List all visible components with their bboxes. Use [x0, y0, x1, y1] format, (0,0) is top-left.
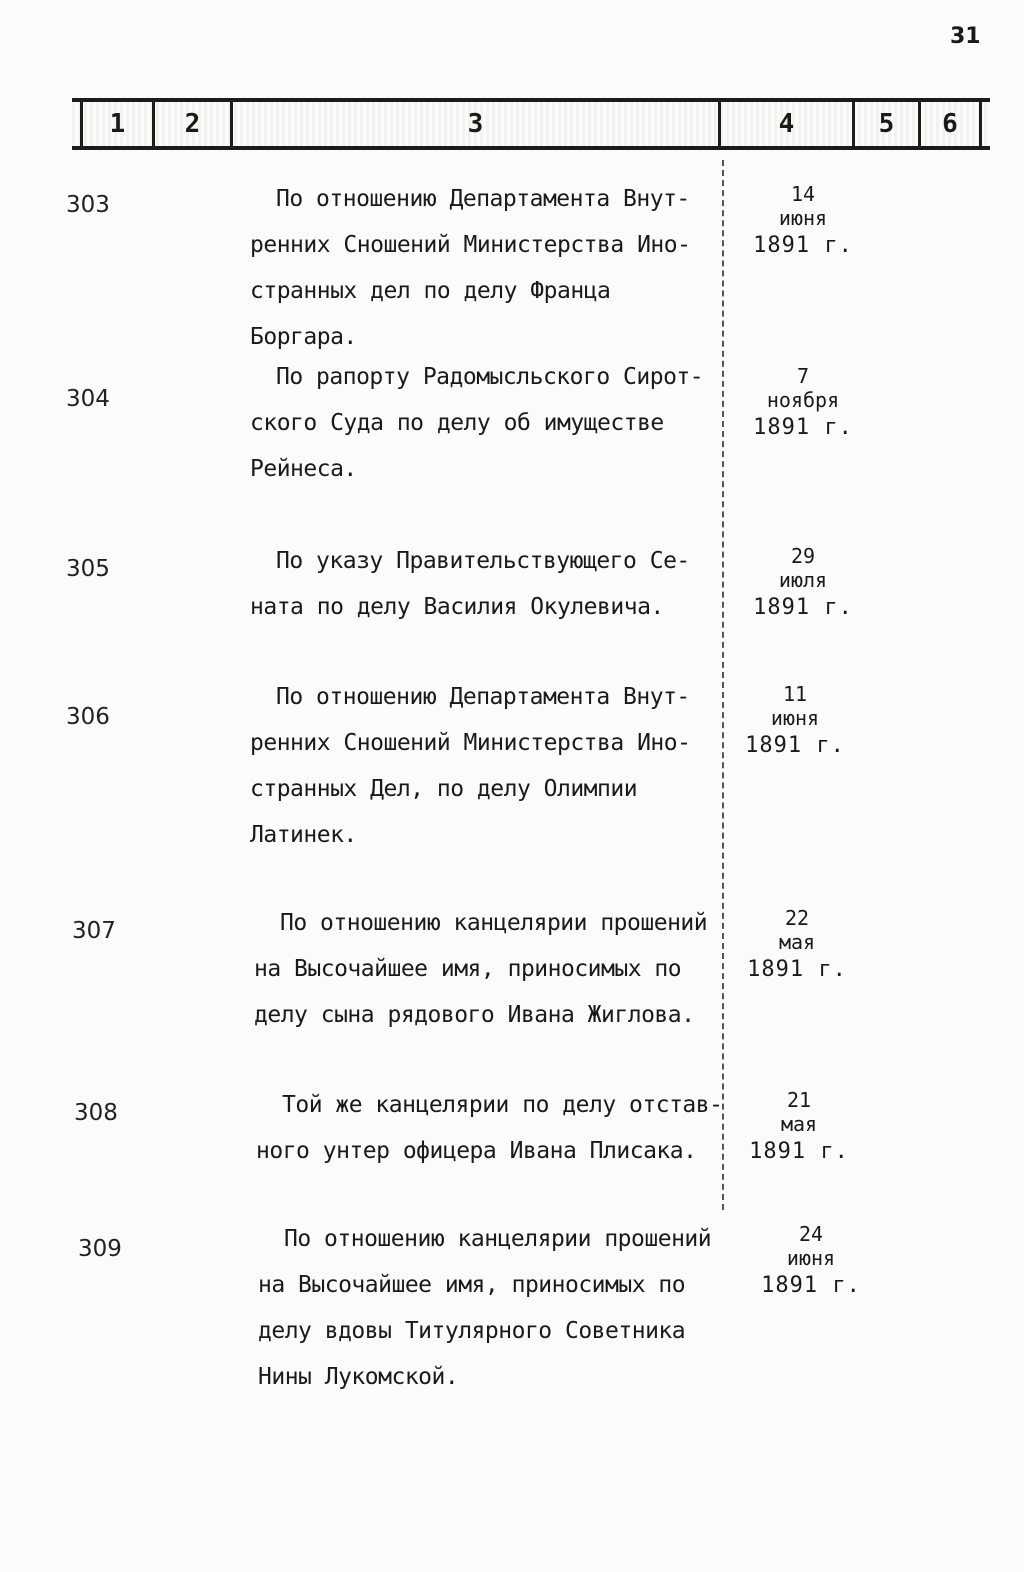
entry-date-month: июля — [778, 568, 828, 592]
column-header-5: 5 — [852, 102, 918, 146]
entry-date — [756, 1222, 866, 1298]
entry-date — [748, 364, 858, 440]
entry-date-day: 22 — [784, 906, 810, 930]
entry-description — [254, 900, 734, 1038]
entry-date-year: 1891 г. — [749, 1139, 849, 1164]
entry-date-day: 21 — [786, 1088, 812, 1112]
column-header-1: 1 — [80, 102, 152, 146]
description-line: ского Суда по делу об имуществе — [250, 410, 664, 436]
entry-date-month: июня — [778, 206, 828, 230]
entry-description — [258, 1216, 738, 1400]
description-line: Рейнеса. — [250, 456, 357, 482]
entry-date-day: 7 — [796, 364, 810, 388]
entry-date-month: июня — [786, 1246, 836, 1270]
column-header-2: 2 — [152, 102, 230, 146]
entry-date-month: июня — [770, 706, 820, 730]
column-header — [72, 98, 990, 150]
entry-description — [256, 1082, 736, 1174]
entry-date-day: 29 — [790, 544, 816, 568]
entry-date-day: 11 — [782, 682, 808, 706]
entry-date-year: 1891 г. — [753, 595, 853, 620]
description-line: Той же канцелярии по делу отстав- — [282, 1092, 723, 1118]
description-line: По отношению Департамента Внут- — [276, 186, 690, 212]
description-line: По рапорту Радомысльского Сирот- — [276, 364, 704, 390]
entry-date-month: ноября — [766, 388, 840, 412]
column-header-3: 3 — [230, 102, 718, 146]
entry-description — [250, 354, 730, 492]
entry-number: 305 — [66, 556, 110, 582]
description-line: ного унтер офицера Ивана Плисака. — [256, 1138, 697, 1164]
description-line: По отношению канцелярии прошений — [280, 910, 708, 936]
entry-number: 309 — [78, 1236, 122, 1262]
description-line: на Высочайшее имя, приносимых по — [254, 956, 682, 982]
description-line: По отношению канцелярии прошений — [284, 1226, 712, 1252]
entry-date-year: 1891 г. — [761, 1273, 861, 1298]
description-line: ренних Сношений Министерства Ино- — [250, 730, 691, 756]
description-line: По указу Правительствующего Се- — [276, 548, 690, 574]
description-line: делу сына рядового Ивана Жиглова. — [254, 1002, 695, 1028]
column-header-6: 6 — [918, 102, 982, 146]
entry-date — [740, 682, 850, 758]
entry-description — [250, 538, 730, 630]
column-header-4: 4 — [718, 102, 852, 146]
description-line: странных Дел, по делу Олимпии — [250, 776, 638, 802]
entry-description — [250, 674, 730, 858]
entry-date-year: 1891 г. — [753, 415, 853, 440]
entry-number: 303 — [66, 192, 110, 218]
entry-date-day: 24 — [798, 1222, 824, 1246]
description-line: По отношению Департамента Внут- — [276, 684, 690, 710]
description-line: Латинек. — [250, 822, 357, 848]
entry-number: 307 — [72, 918, 116, 944]
description-line: на Высочайшее имя, приносимых по — [258, 1272, 686, 1298]
entry-date-year: 1891 г. — [747, 957, 847, 982]
entry-date-year: 1891 г. — [753, 233, 853, 258]
entry-date-day: 14 — [790, 182, 816, 206]
entry-number: 308 — [74, 1100, 118, 1126]
entry-number: 304 — [66, 386, 110, 412]
description-line: делу вдовы Титулярного Советника — [258, 1318, 686, 1344]
entry-date-month: мая — [778, 930, 816, 954]
description-line: Нины Лукомской. — [258, 1364, 459, 1390]
description-line: ренних Сношений Министерства Ино- — [250, 232, 691, 258]
description-line: странных дел по делу Франца Боргара. — [250, 278, 611, 350]
entry-number: 306 — [66, 704, 110, 730]
entry-date-month: мая — [780, 1112, 818, 1136]
page-number: 31 — [950, 24, 981, 49]
entry-date — [748, 182, 858, 258]
entry-description — [250, 176, 730, 360]
description-line: ната по делу Василия Окулевича. — [250, 594, 664, 620]
entry-date — [744, 1088, 854, 1164]
entry-date — [742, 906, 852, 982]
entry-date-year: 1891 г. — [745, 733, 845, 758]
entry-date — [748, 544, 858, 620]
